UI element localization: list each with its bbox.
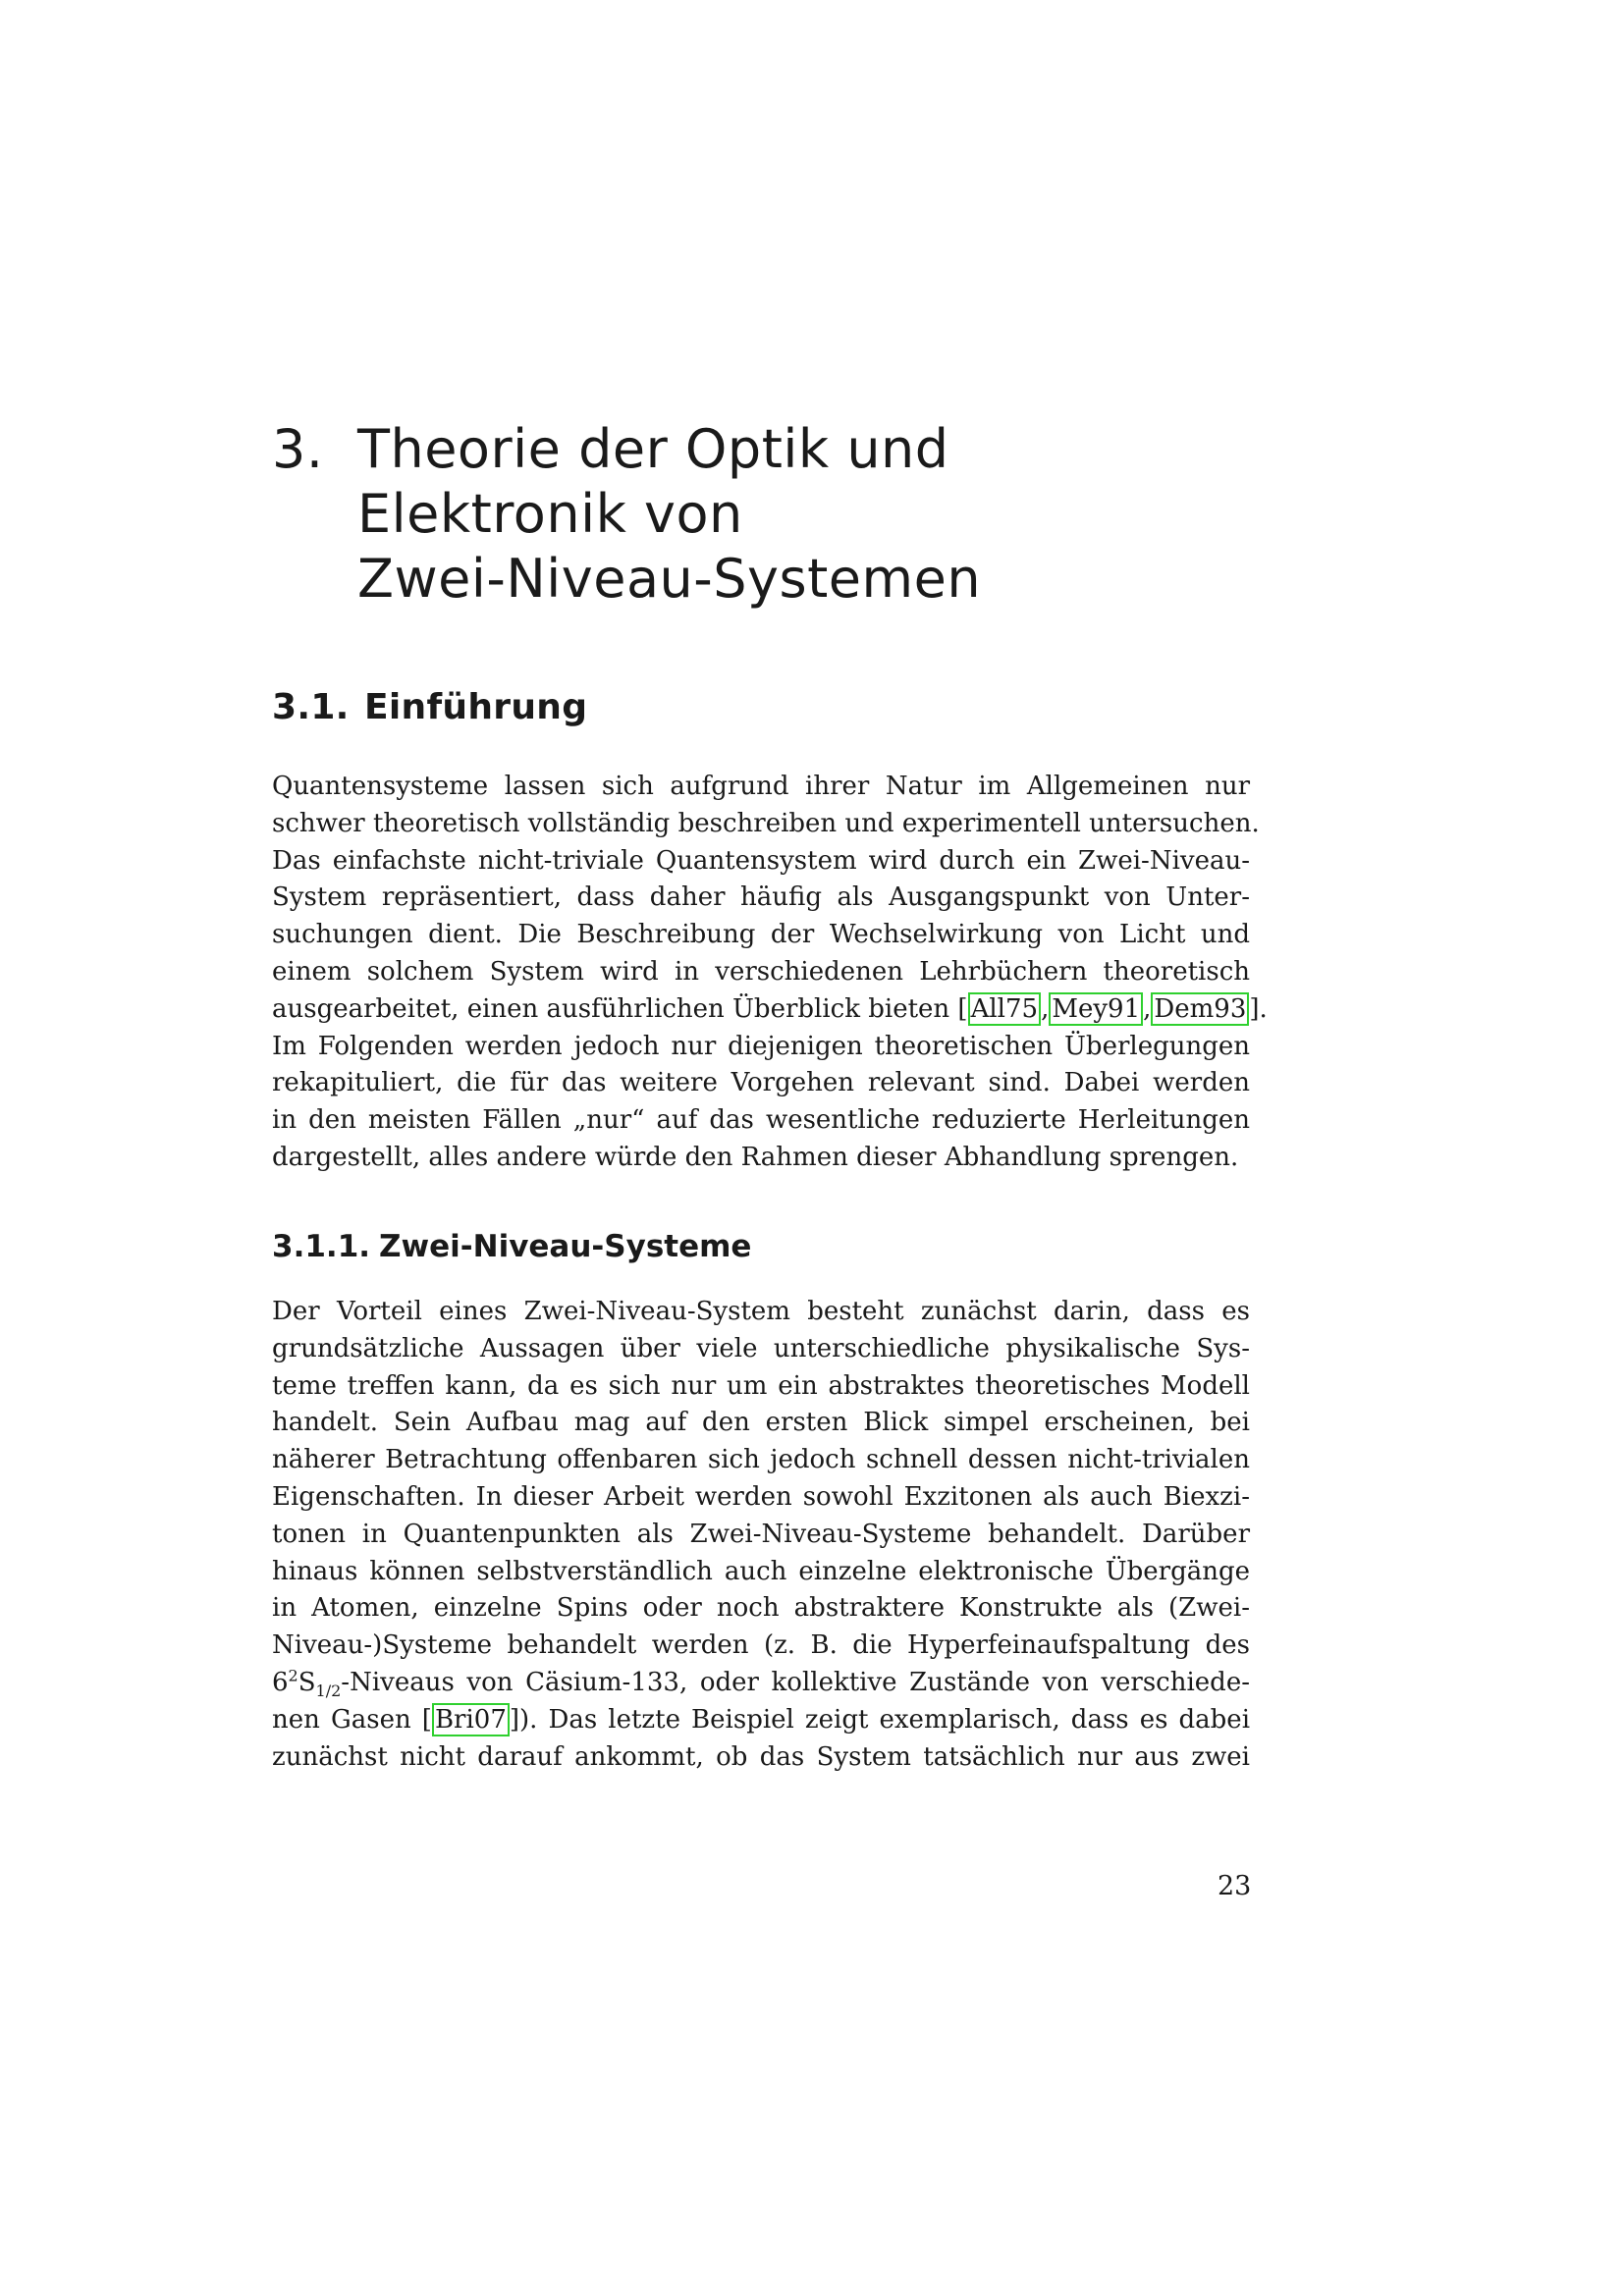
text-fragment: ]. [1249,993,1268,1024]
chapter-number: 3. [272,418,324,480]
page-number: 23 [1218,1871,1252,1901]
text-line: handelt. Sein Aufbau mag auf den ersten Blick simpel erscheinen, bei [272,1408,1250,1438]
formula-symbol: S [298,1667,316,1697]
text-line: tonen in Quantenpunkten als Zwei-Niveau-Systeme behandelt. Darüber [272,1519,1250,1549]
paragraph-introduction [272,769,1268,1177]
text-fragment: ausgearbeitet, einen ausführlichen Überblick bieten [ [272,993,968,1024]
text-line: in den meisten Fällen „nur“ auf das wesentliche reduzierte Herleitungen [272,1105,1250,1136]
text-line: einem solchem System wird in verschiedenen Lehrbüchern theoretisch [272,956,1250,987]
chapter-title [357,417,1163,612]
subsection-number: 3.1.1. [272,1229,371,1264]
text-fragment: nen Gasen [ [272,1704,432,1735]
text-line-with-formula [272,1665,1250,1702]
text-line-with-citations: ausgearbeitet, einen ausführlichen Überblick bieten [ All75 , Mey91 , Dem93 ]. [272,993,1268,1024]
text-fragment: ]). Das letzte Beispiel zeigt exemplarisch, dass es dabei [509,1704,1251,1735]
formula-base: 6 [272,1667,289,1697]
subsection-title: Zwei-Niveau-Systeme [379,1229,752,1264]
text-line: System repräsentiert, dass daher häufig als Ausgangspunkt von Unter- [272,882,1250,913]
citation-link-all75[interactable]: All75 [968,992,1042,1026]
text-line: Niveau-)Systeme behandelt werden (z. B. die Hyperfeinaufspaltung des [272,1630,1250,1661]
citation-link-bri07[interactable]: Bri07 [432,1703,510,1736]
formula-subscript: 1/2 [315,1682,342,1701]
text-line: zunächst nicht darauf ankommt, ob das System tatsächlich nur aus zwei [272,1741,1250,1772]
text-line: Der Vorteil eines Zwei-Niveau-System besteht zunächst darin, dass es [272,1297,1250,1326]
text-line: teme treffen kann, da es sich nur um ein abstraktes theoretisches Modell [272,1370,1250,1401]
chapter-title-line: Theorie der Optik und [357,418,949,480]
chapter-title-line: Elektronik von [357,483,743,545]
text-line: näherer Betrachtung offenbaren sich jedoch schnell dessen nicht-trivialen [272,1445,1250,1475]
text-line: Eigenschaften. In dieser Arbeit werden sowohl Exzitonen als auch Biexzi- [272,1481,1250,1512]
text-line: schwer theoretisch vollständig beschreiben und experimentell untersuchen. [272,808,1260,838]
text-line-with-citation [272,1702,1250,1739]
text-line: Im Folgenden werden jedoch nur diejenigen theoretischen Überlegungen [272,1031,1250,1061]
formula-superscript: 2 [288,1666,298,1685]
text-line: Quantensysteme lassen sich aufgrund ihrer Natur im Allgemeinen nur [272,772,1250,801]
text-line: grundsätzliche Aussagen über viele unterschiedliche physikalische Sys- [272,1333,1250,1363]
text-line: Das einfachste nicht-triviale Quantensystem wird durch ein Zwei-Niveau- [272,845,1250,876]
text-fragment: -Niveaus von Cäsium-133, oder kollektive Zustände von verschiede- [341,1667,1250,1697]
section-heading [272,687,587,727]
text-line: dargestellt, alles andere würde den Rahmen dieser Abhandlung sprengen. [272,1142,1239,1172]
text-line: hinaus können selbstverständlich auch einzelne elektronische Übergänge [272,1556,1250,1586]
citation-link-dem93[interactable]: Dem93 [1151,992,1249,1026]
citation-link-mey91[interactable]: Mey91 [1049,992,1143,1026]
text-line: rekapituliert, die für das weitere Vorgehen relevant sind. Dabei werden [272,1068,1250,1098]
chapter-title-line: Zwei-Niveau-Systemen [357,548,982,610]
text-line: in Atomen, einzelne Spins oder noch abstraktere Konstrukte als (Zwei- [272,1593,1250,1624]
section-title: Einführung [364,687,588,727]
text-line: suchungen dient. Die Beschreibung der Wechselwirkung von Licht und [272,920,1250,950]
section-number: 3.1. [272,687,350,727]
paragraph-two-level-systems [272,1294,1250,1776]
subsection-heading [272,1229,751,1264]
